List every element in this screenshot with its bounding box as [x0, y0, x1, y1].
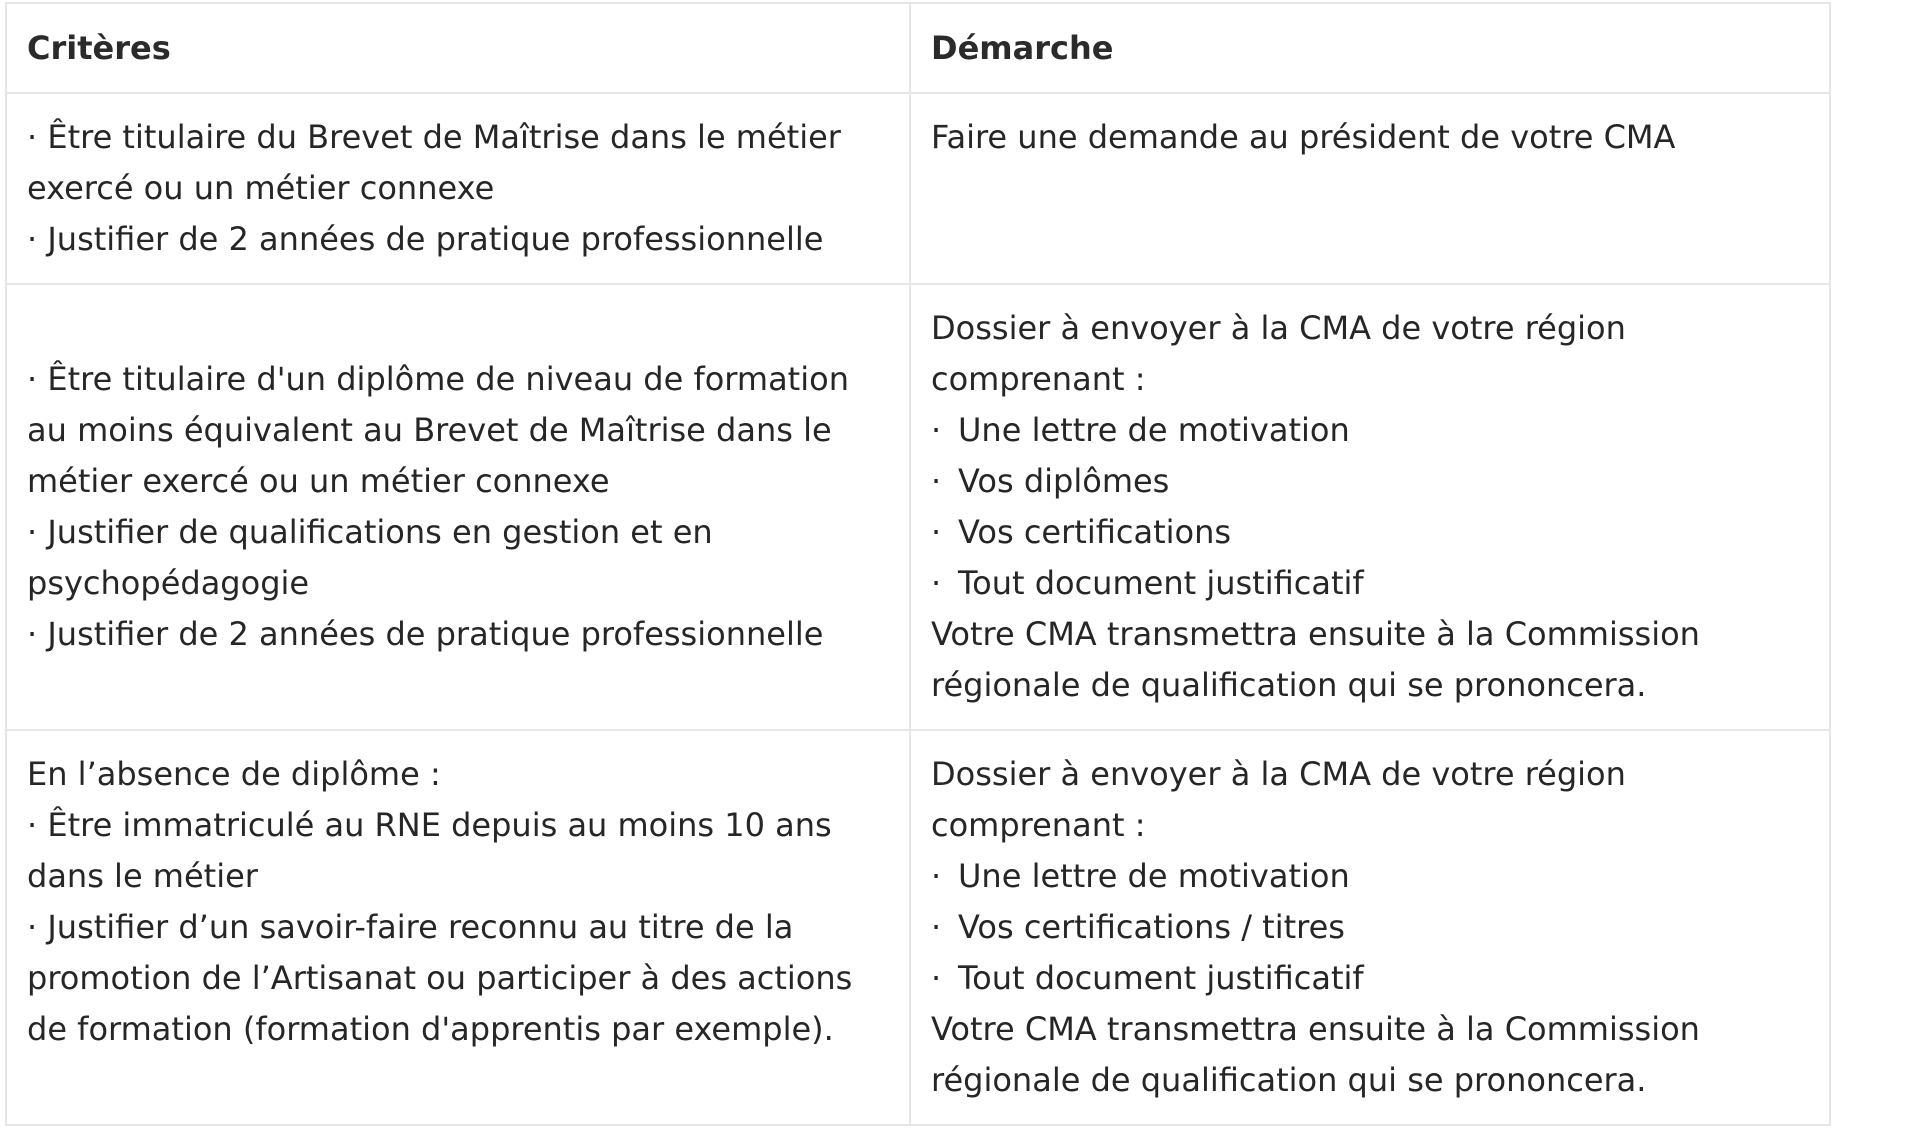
criteria-line: · Être immatriculé au RNE depuis au moins 10 ans	[27, 806, 832, 844]
criteria-line: de formation (formation d'apprentis par exemple).	[27, 1010, 834, 1048]
table-row	[6, 730, 1830, 1125]
bullet-dot: ·	[931, 908, 942, 946]
procedure-list-item-text: Vos certifications	[958, 513, 1232, 551]
table-body	[6, 93, 1830, 1125]
procedure-list-item	[931, 953, 1809, 1004]
criteria-cell	[6, 284, 910, 730]
procedure-list-item	[931, 405, 1809, 456]
bullet-dot: ·	[931, 857, 942, 895]
criteria-line: psychopédagogie	[27, 564, 310, 602]
procedure-line: régionale de qualification qui se prononcera.	[931, 1061, 1647, 1099]
criteria-line: · Justifier d’un savoir-faire reconnu au titre de la	[27, 908, 794, 946]
table-header-row	[6, 3, 1830, 93]
bullet-dot: ·	[931, 513, 942, 551]
procedure-list-item	[931, 456, 1809, 507]
bullet-dot: ·	[931, 411, 942, 449]
procedure-cell	[910, 730, 1830, 1125]
procedure-list-item-text: Tout document justificatif	[958, 959, 1364, 997]
table-row	[6, 284, 1830, 730]
criteria-cell	[6, 93, 910, 284]
procedure-line: comprenant :	[931, 360, 1146, 398]
procedure-list-item	[931, 507, 1809, 558]
criteria-cell	[6, 730, 910, 1125]
procedure-list-item-text: Vos certifications / titres	[958, 908, 1345, 946]
procedure-cell	[910, 284, 1830, 730]
criteria-line: En l’absence de diplôme :	[27, 755, 441, 793]
table-row	[6, 93, 1830, 284]
procedure-cell	[910, 93, 1830, 284]
header-criteria: Critères	[6, 3, 910, 93]
procedure-list-item-text: Tout document justificatif	[958, 564, 1364, 602]
procedure-list-item	[931, 902, 1809, 953]
procedure-line: Faire une demande au président de votre CMA	[931, 118, 1676, 156]
criteria-line: exercé ou un métier connexe	[27, 169, 495, 207]
bullet-dot: ·	[931, 462, 942, 500]
procedure-line: Dossier à envoyer à la CMA de votre région	[931, 755, 1626, 793]
criteria-line: promotion de l’Artisanat ou participer à des actions	[27, 959, 853, 997]
criteria-line: · Justifier de 2 années de pratique professionnelle	[27, 615, 824, 653]
criteria-line: · Être titulaire d'un diplôme de niveau de formation	[27, 360, 849, 398]
procedure-list-item	[931, 558, 1809, 609]
procedure-line: régionale de qualification qui se prononcera.	[931, 666, 1647, 704]
criteria-line: · Justifier de 2 années de pratique professionnelle	[27, 220, 824, 258]
procedure-list-item-text: Une lettre de motivation	[958, 857, 1350, 895]
procedure-line: Votre CMA transmettra ensuite à la Commission	[931, 615, 1700, 653]
procedure-line: comprenant :	[931, 806, 1146, 844]
procedure-list-item	[931, 851, 1809, 902]
procedure-line: Votre CMA transmettra ensuite à la Commission	[931, 1010, 1700, 1048]
bullet-dot: ·	[931, 959, 942, 997]
criteria-line: dans le métier	[27, 857, 258, 895]
bullet-dot: ·	[931, 564, 942, 602]
criteria-table	[5, 2, 1831, 1126]
criteria-line: au moins équivalent au Brevet de Maîtrise dans le	[27, 411, 832, 449]
criteria-line: métier exercé ou un métier connexe	[27, 462, 610, 500]
header-procedure: Démarche	[910, 3, 1830, 93]
procedure-list-item-text: Une lettre de motivation	[958, 411, 1350, 449]
criteria-line: · Être titulaire du Brevet de Maîtrise dans le métier	[27, 118, 841, 156]
procedure-list-item-text: Vos diplômes	[958, 462, 1170, 500]
criteria-line: · Justifier de qualifications en gestion et en	[27, 513, 713, 551]
procedure-line: Dossier à envoyer à la CMA de votre région	[931, 309, 1626, 347]
